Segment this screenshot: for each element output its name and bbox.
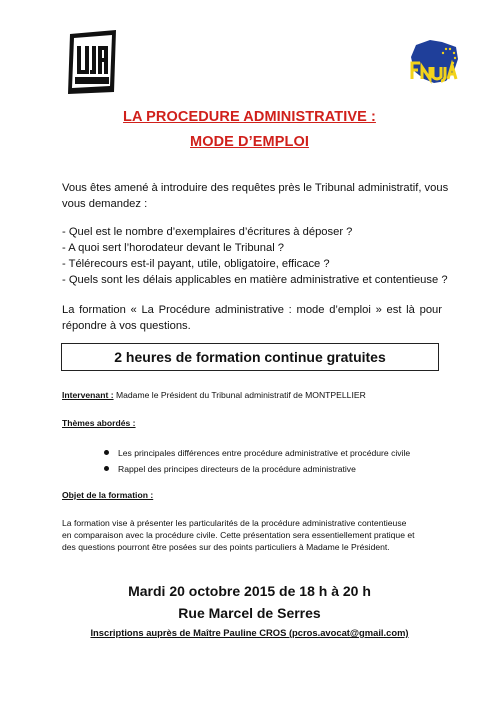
objet-line: La formation vise à présenter les particularités de la procédure administrative contentieuse <box>62 518 407 528</box>
intro-paragraph <box>62 180 449 212</box>
fnuja-logo <box>406 37 466 89</box>
theme-item <box>104 445 434 461</box>
intro-line: Vous êtes amené à introduire des requêtes près le Tribunal administratif, vous <box>62 182 449 194</box>
theme-item-text: Rappel des principes directeurs de la procédure administrative <box>118 464 356 474</box>
page-title-line-2: MODE D’EMPLOI <box>190 134 309 150</box>
question-item: - Quel est le nombre d’exemplaires d’écritures à déposer ? <box>62 226 353 238</box>
theme-item-text: Les principales différences entre procédure administrative et procédure civile <box>118 448 411 458</box>
intervenant-label: Intervenant : <box>62 390 114 400</box>
inscriptions-contact: Inscriptions auprès de Maître Pauline CROS (pcros.avocat@gmail.com) <box>90 627 409 638</box>
objet-line: des questions pourront être posées sur des points particuliers à Madame le Président. <box>62 542 390 552</box>
themes-label: Thèmes abordés : <box>62 418 136 428</box>
formation-paragraph <box>62 302 442 334</box>
page-title-line-1: LA PROCEDURE ADMINISTRATIVE : <box>123 109 376 125</box>
questions-list <box>62 224 448 288</box>
theme-item <box>104 461 434 477</box>
objet-label: Objet de la formation : <box>62 490 154 500</box>
bullet-icon <box>104 466 109 471</box>
event-location: Rue Marcel de Serres <box>178 605 321 621</box>
themes-list <box>104 445 434 477</box>
intervenant-line <box>62 389 442 401</box>
uja-montpellier-logo <box>64 28 120 96</box>
objet-line: en comparaison avec la procédure civile. Cette présentation sera essentiellement pratique et <box>62 530 415 540</box>
event-date: Mardi 20 octobre 2015 de 18 h à 20 h <box>128 583 371 599</box>
objet-paragraph <box>62 517 442 553</box>
question-item: - Quels sont les délais applicables en matière administrative et contentieuse ? <box>62 274 448 286</box>
intro-line: vous demandez : <box>62 198 148 210</box>
bullet-icon <box>104 450 109 455</box>
formation-line: La formation « La Procédure administrative : mode d’emploi » est là pour <box>62 304 442 316</box>
formation-line: répondre à vos questions. <box>62 320 191 332</box>
question-item: - A quoi sert l’horodateur devant le Tribunal ? <box>62 242 285 254</box>
free-training-box: 2 heures de formation continue gratuites <box>61 343 439 371</box>
intervenant-value: Madame le Président du Tribunal administratif de MONTPELLIER <box>113 390 366 400</box>
question-item: - Télérecours est-il payant, utile, obligatoire, efficace ? <box>62 258 330 270</box>
